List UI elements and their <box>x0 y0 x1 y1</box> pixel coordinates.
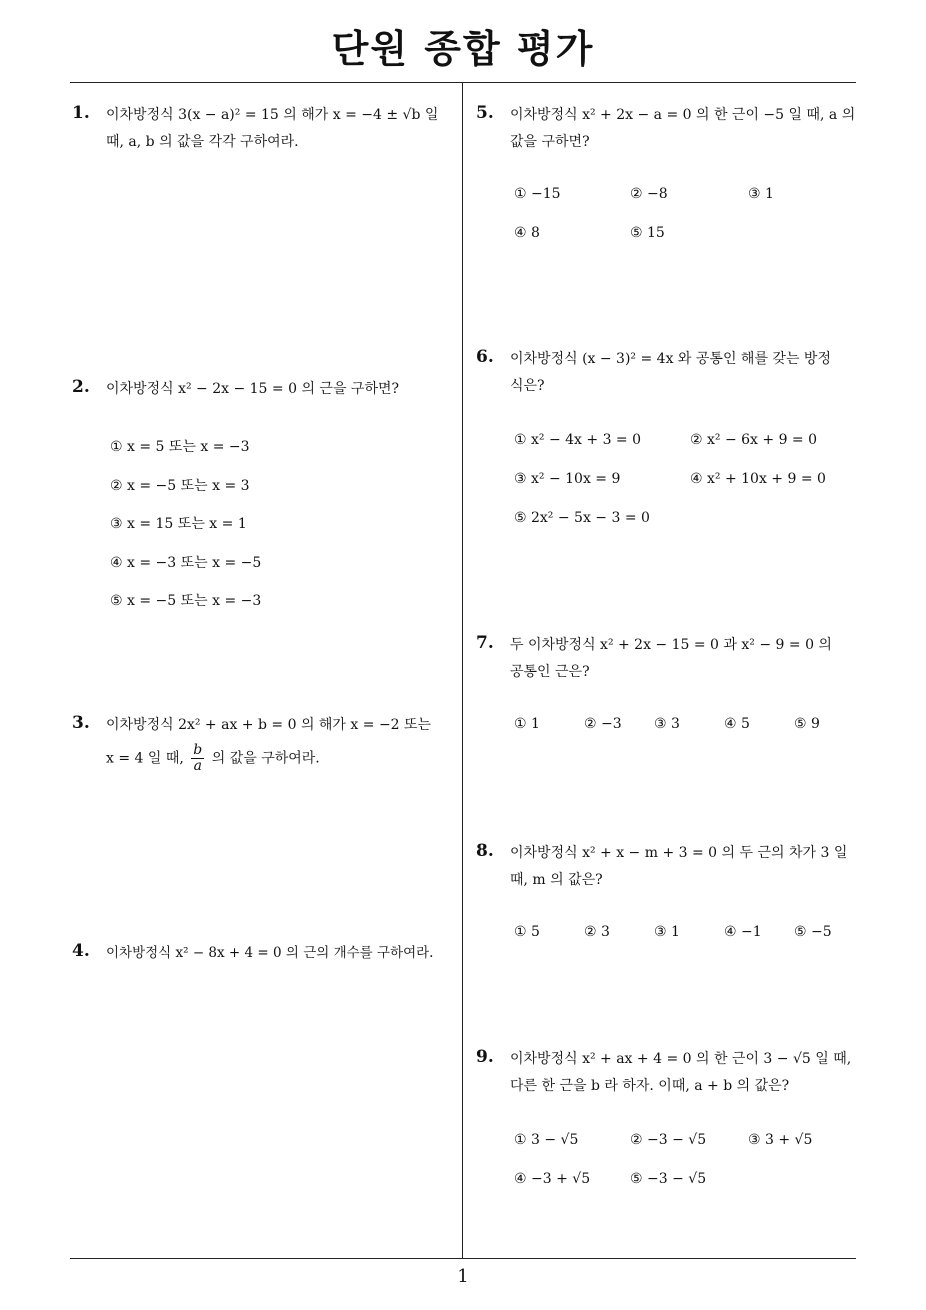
question-number: 6. <box>476 347 494 367</box>
question-8 <box>476 840 866 894</box>
answer-option: ③ 3 + √5 <box>748 1132 813 1148</box>
page-title: 단원 종합 평가 <box>331 27 595 71</box>
question-4 <box>72 940 462 967</box>
question-number: 4. <box>72 941 90 961</box>
question-number: 7. <box>476 633 494 653</box>
answer-option: ⑤ −5 <box>794 924 832 940</box>
answer-option: ③ 3 <box>654 716 680 732</box>
question-number: 1. <box>72 103 90 123</box>
question-text-line: 다른 한 근을 b 라 하자. 이때, a + b 의 값은? <box>510 1078 790 1094</box>
answer-option: ① 1 <box>514 716 540 732</box>
answer-option: ⑤ −3 − √5 <box>630 1171 707 1187</box>
question-number: 8. <box>476 841 494 861</box>
page-number: 1 <box>457 1266 469 1287</box>
question-5 <box>476 102 866 156</box>
question-text-line: 이차방정식 x² + x − m + 3 = 0 의 두 근의 차가 3 일 <box>510 845 848 861</box>
answer-option: ⑤ 2x² − 5x − 3 = 0 <box>514 510 650 526</box>
question-number: 9. <box>476 1047 494 1067</box>
answer-option: ⑤ x = −5 또는 x = −3 <box>110 593 262 609</box>
question-text-line: 값을 구하면? <box>510 134 590 150</box>
question-9 <box>476 1046 866 1100</box>
answer-option: ② −8 <box>630 186 668 202</box>
question-2 <box>72 376 462 403</box>
question-text-part: x = 4 일 때, <box>106 750 184 767</box>
question-number: 2. <box>72 377 90 397</box>
question-text-line: 공통인 근은? <box>510 664 590 680</box>
fraction-numerator: b <box>193 742 203 758</box>
question-number: 5. <box>476 103 494 123</box>
question-text-line: 식은? <box>510 378 545 394</box>
question-number: 3. <box>72 713 90 733</box>
answer-option: ② x = −5 또는 x = 3 <box>110 478 250 494</box>
answer-option: ① 5 <box>514 924 540 940</box>
answer-option: ④ 5 <box>724 716 750 732</box>
question-7 <box>476 632 866 686</box>
question-text-line <box>106 743 462 774</box>
bottom-divider <box>70 1258 856 1259</box>
answer-option: ④ x = −3 또는 x = −5 <box>110 555 262 571</box>
answer-option: ① x² − 4x + 3 = 0 <box>514 432 642 448</box>
fraction <box>191 743 204 774</box>
answer-option: ④ −3 + √5 <box>514 1171 591 1187</box>
question-text-line: 때, m 의 값은? <box>510 872 603 888</box>
question-text-line: 이차방정식 x² + 2x − a = 0 의 한 근이 −5 일 때, a 의 <box>510 107 856 123</box>
question-1 <box>72 102 462 156</box>
answer-option: ② 3 <box>584 924 610 940</box>
question-3 <box>72 712 462 774</box>
question-6 <box>476 346 866 400</box>
answer-option: ② x² − 6x + 9 = 0 <box>690 432 818 448</box>
answer-option: ⑤ 9 <box>794 716 820 732</box>
question-text-line: 이차방정식 (x − 3)² = 4x 와 공통인 해를 갖는 방정 <box>510 351 831 367</box>
question-text-part: 의 값을 구하여라. <box>211 750 320 767</box>
question-text-line: 이차방정식 x² − 8x + 4 = 0 의 근의 개수를 구하여라. <box>106 945 434 961</box>
answer-option: ⑤ 15 <box>630 225 665 241</box>
question-text-line: 때, a, b 의 값을 각각 구하여라. <box>106 134 299 150</box>
answer-option: ④ −1 <box>724 924 762 940</box>
fraction-denominator: a <box>193 758 202 774</box>
answer-option: ④ 8 <box>514 225 540 241</box>
answer-option: ③ 1 <box>748 186 774 202</box>
question-text-line: 이차방정식 2x² + ax + b = 0 의 해가 x = −2 또는 <box>106 717 432 733</box>
answer-option: ① 3 − √5 <box>514 1132 579 1148</box>
answer-option: ④ x² + 10x + 9 = 0 <box>690 471 826 487</box>
question-text-line: 이차방정식 x² + ax + 4 = 0 의 한 근이 3 − √5 일 때, <box>510 1051 852 1067</box>
answer-option: ② −3 − √5 <box>630 1132 707 1148</box>
column-divider <box>462 82 463 1258</box>
top-divider <box>70 82 856 83</box>
question-text-line: 이차방정식 x² − 2x − 15 = 0 의 근을 구하면? <box>106 381 399 397</box>
question-text-line: 두 이차방정식 x² + 2x − 15 = 0 과 x² − 9 = 0 의 <box>510 637 832 653</box>
answer-option: ① −15 <box>514 186 561 202</box>
answer-option: ① x = 5 또는 x = −3 <box>110 439 250 455</box>
answer-option: ② −3 <box>584 716 622 732</box>
answer-option: ③ x² − 10x = 9 <box>514 471 621 487</box>
question-text-line: 이차방정식 3(x − a)² = 15 의 해가 x = −4 ± √b 일 <box>106 107 439 123</box>
answer-option: ③ x = 15 또는 x = 1 <box>110 516 247 532</box>
answer-option: ③ 1 <box>654 924 680 940</box>
